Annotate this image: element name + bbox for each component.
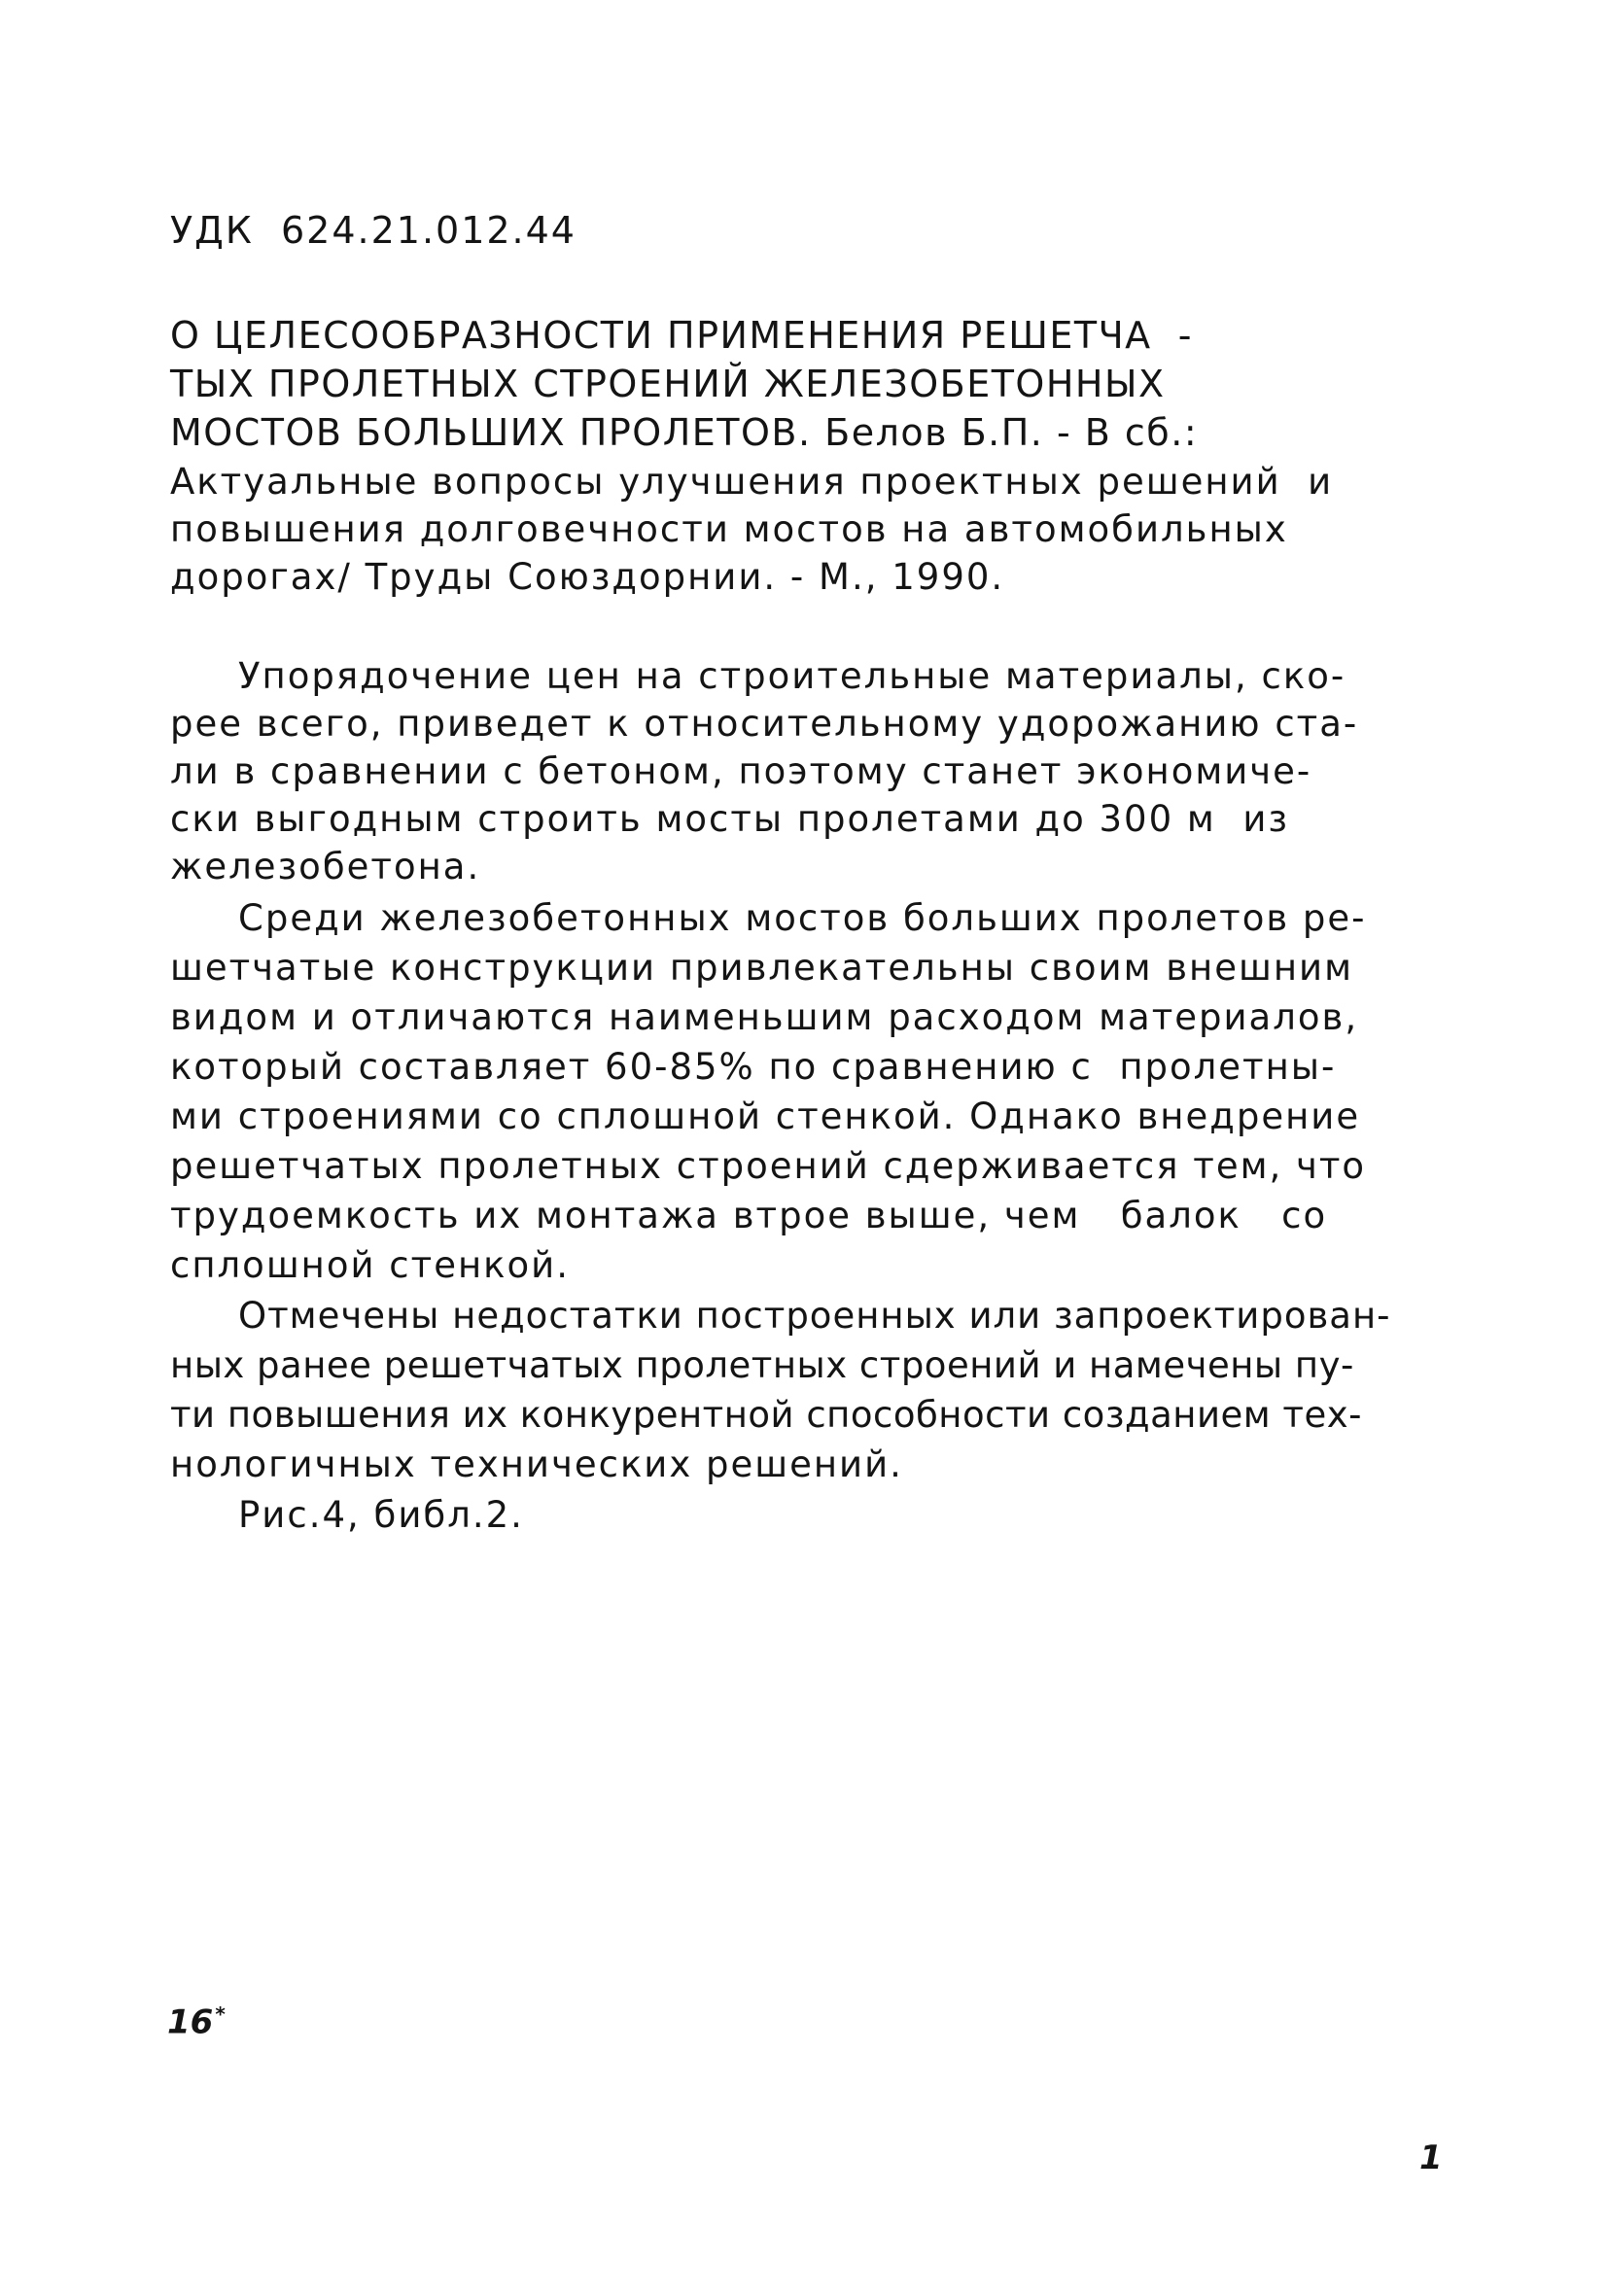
paragraph-line: ми строениями со сплошной стенкой. Однако внедрение xyxy=(170,1096,1361,1137)
paragraph-line: Упорядочение цен на строительные материалы, ско- xyxy=(238,655,1346,697)
paragraph-line: ли в сравнении с бетоном, поэтому станет экономиче- xyxy=(170,750,1312,792)
paragraph-line: шетчатые конструкции привлекательны своим внешним xyxy=(170,947,1354,989)
page-number: 1 xyxy=(1419,2139,1443,2177)
reference-line-1: Актуальные вопросы улучшения проектных решений и xyxy=(170,461,1334,503)
reference-line-2: повышения долговечности мостов на автомобильных xyxy=(170,508,1288,550)
paragraph-line: который составляет 60-85% по сравнению с пролетны- xyxy=(170,1046,1337,1088)
paragraph-line: решетчатых пролетных строений сдерживается тем, что xyxy=(170,1145,1367,1187)
paragraph-line: нологичных технических решений. xyxy=(170,1444,903,1485)
paragraph-line: ти повышения их конкурентной способности созданием тех- xyxy=(170,1394,1362,1436)
paragraph-line: ски выгодным строить мосты пролетами до 300 м из xyxy=(170,798,1290,840)
reference-line-3: дорогах/ Труды Союздорнии. - М., 1990. xyxy=(170,556,1005,598)
udk-code: УДК 624.21.012.44 xyxy=(170,209,577,252)
page-mark-asterisk: * xyxy=(215,2002,226,2026)
page-mark-number: 16 xyxy=(167,2002,214,2042)
paragraph-line: видом и отличаются наименьшим расходом материалов, xyxy=(170,996,1359,1038)
paragraph-line: ных ранее решетчатых пролетных строений и намечены пу- xyxy=(170,1344,1354,1386)
paragraph-line: Среди железобетонных мостов больших пролетов ре- xyxy=(238,897,1367,939)
title-line-1: О ЦЕЛЕСООБРАЗНОСТИ ПРИМЕНЕНИЯ РЕШЕТЧА - xyxy=(170,314,1193,357)
paragraph-line: железобетона. xyxy=(170,846,481,887)
paragraph-line: рее всего, приведет к относительному удорожанию ста- xyxy=(170,703,1359,745)
page-mark xyxy=(167,2002,226,2041)
title-line-2: ТЫХ ПРОЛЕТНЫХ СТРОЕНИЙ ЖЕЛЕЗОБЕТОННЫХ xyxy=(170,363,1166,405)
title-line-3: МОСТОВ БОЛЬШИХ ПРОЛЕТОВ. Белов Б.П. - В сб.: xyxy=(170,411,1199,454)
paragraph-line: трудоемкость их монтажа втрое выше, чем балок со xyxy=(170,1195,1328,1236)
paragraph-line: Рис.4, библ.2. xyxy=(238,1494,524,1536)
paragraph-line: Отмечены недостатки построенных или запроектирован- xyxy=(238,1295,1391,1337)
paragraph-line: сплошной стенкой. xyxy=(170,1244,570,1286)
